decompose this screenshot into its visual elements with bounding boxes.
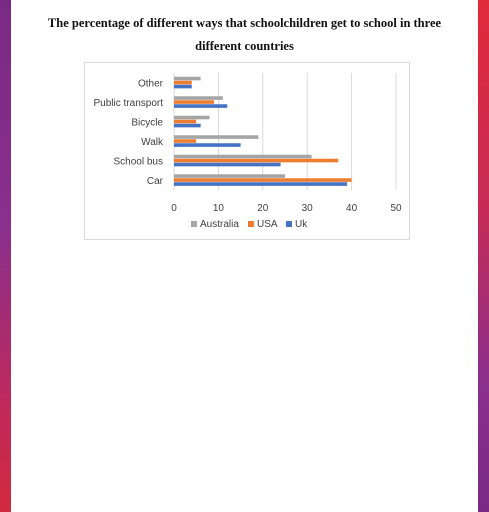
legend-swatch	[248, 221, 254, 227]
category-labels	[94, 78, 164, 187]
bar	[174, 159, 338, 163]
legend-entry: Australia	[200, 219, 239, 230]
legend	[191, 219, 308, 230]
x-tick-label: 50	[390, 203, 402, 214]
x-tick-label: 20	[257, 203, 269, 214]
category-label: Public transport	[93, 97, 163, 109]
bar	[174, 182, 347, 186]
bar	[174, 163, 281, 167]
bar	[174, 143, 241, 147]
bar	[174, 116, 210, 120]
bar	[174, 85, 192, 89]
page-title: The percentage of different ways that schoolchildren get to school in three different countries	[47, 16, 442, 53]
bar	[174, 139, 196, 143]
category-label: Other	[137, 78, 163, 90]
bar	[174, 104, 227, 108]
category-label: Car	[146, 175, 163, 187]
bar	[174, 174, 285, 178]
bar	[174, 100, 214, 104]
legend-swatch	[286, 221, 292, 227]
bar	[174, 120, 196, 124]
category-label: Bicycle	[131, 117, 163, 129]
category-label: School bus	[113, 156, 163, 168]
category-label: Walk	[141, 136, 163, 148]
bar	[174, 155, 312, 159]
bar	[174, 77, 201, 81]
bar	[174, 81, 192, 85]
x-tick-label: 30	[301, 203, 313, 214]
bar	[174, 96, 223, 100]
legend-entry: USA	[257, 219, 278, 230]
x-tick-label: 0	[171, 203, 177, 214]
bar	[174, 124, 201, 128]
legend-swatch	[191, 221, 197, 227]
bar	[174, 178, 352, 182]
x-tick-label: 10	[212, 203, 224, 214]
tick-labels	[171, 203, 402, 214]
legend-entry: Uk	[295, 219, 308, 230]
gridlines	[174, 73, 396, 190]
x-tick-label: 40	[346, 203, 358, 214]
bar	[174, 135, 258, 139]
